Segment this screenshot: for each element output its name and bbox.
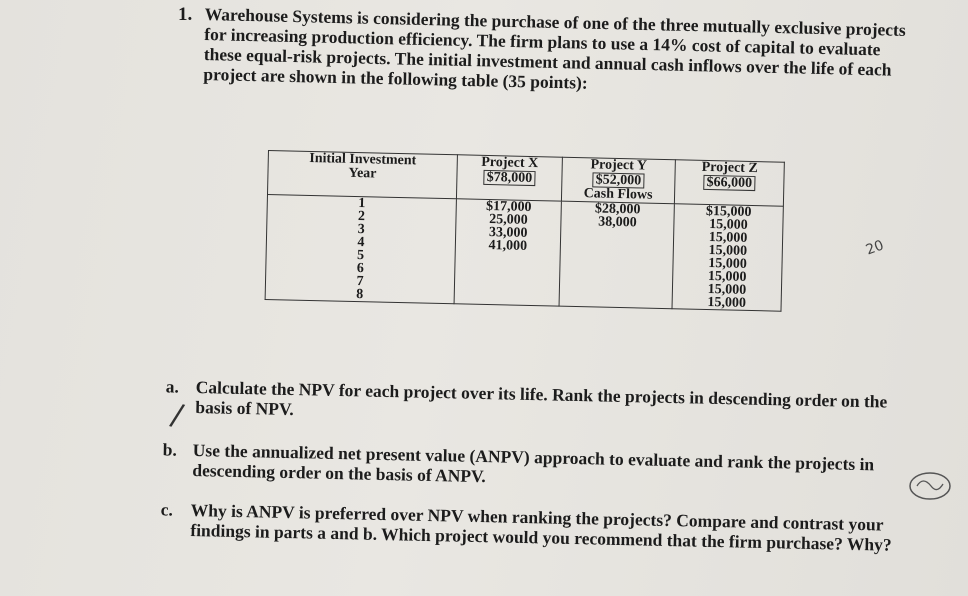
project-x-investment: $78,000	[484, 170, 536, 186]
year-label: Year	[348, 165, 377, 182]
handwritten-scribble-icon	[905, 468, 955, 508]
year-cell: 3	[357, 222, 365, 238]
cash-flow-table-wrapper	[265, 150, 785, 312]
year-cell: 7	[356, 274, 364, 290]
question-intro: Warehouse Systems is considering the purchase of one of the three mutually exclusive projects for increasing production efficiency. The firm plans to use a 14% cost of capital to evaluate these equal-risk projects. The initial investment and annual cash inflows over the life of each project are shown in the following table (35 points):	[203, 4, 906, 93]
part-a-text: Calculate the NPV for each project over its life. Rank the projects in descending order on the basis of NPV.	[195, 377, 888, 420]
handwritten-note: 20	[863, 237, 887, 259]
cash-flow-cell: 15,000	[708, 243, 748, 259]
year-cell: 6	[356, 261, 365, 277]
cash-flow-cell: 15,000	[707, 282, 747, 298]
part-c	[160, 499, 916, 555]
project-z-flows	[672, 204, 783, 311]
cash-flow-cell: 33,000	[488, 225, 528, 241]
cash-flows-label: Cash Flows	[583, 186, 653, 203]
part-b-text: Use the annualized net present value (ANPV) approach to evaluate and rank the projects in descending order on the basis of ANPV.	[192, 440, 875, 487]
header-project-x	[456, 155, 562, 201]
year-cell: 1	[358, 196, 366, 212]
part-b	[162, 439, 918, 495]
cash-flow-cell: 15,000	[707, 295, 747, 311]
question-number: 1.	[178, 4, 193, 25]
header-initial-investment	[267, 151, 457, 199]
project-y-investment: $52,000	[592, 172, 644, 188]
year-cell: 2	[357, 209, 366, 225]
year-cell: 8	[356, 287, 364, 303]
year-cell: 4	[357, 235, 365, 251]
part-a-label: a.	[165, 376, 180, 397]
cash-flow-cell: 25,000	[489, 212, 528, 228]
project-y-flows	[559, 201, 674, 309]
part-a	[165, 376, 911, 432]
project-z-investment: $66,000	[703, 175, 755, 191]
project-x-name: Project X	[481, 154, 539, 172]
cash-flow-cell: 15,000	[707, 269, 747, 285]
check-mark-icon: /	[167, 397, 187, 434]
cash-flow-table	[265, 150, 785, 312]
cash-flow-cell: $17,000	[485, 198, 532, 215]
project-z-name: Project Z	[701, 159, 758, 177]
cash-flow-cell: $28,000	[594, 201, 641, 218]
cash-flow-cell: 41,000	[488, 238, 528, 254]
cash-flow-cell: 38,000	[598, 214, 637, 231]
cash-flow-cell: 15,000	[709, 217, 748, 233]
project-y-name: Project Y	[590, 157, 648, 174]
header-project-y	[561, 157, 675, 204]
cash-flow-cell: 15,000	[708, 256, 747, 272]
part-b-label: b.	[162, 439, 178, 460]
initial-investment-label: Initial Investment	[309, 150, 417, 169]
years-column	[265, 194, 456, 303]
table-body-row	[265, 194, 783, 311]
year-cell: 5	[356, 248, 365, 264]
project-x-flows	[454, 199, 561, 306]
part-c-text: Why is ANPV is preferred over NPV when ranking the projects? Compare and contrast your findings in parts a and b. Which project would you recommend that the firm purchase? Why?	[190, 500, 892, 555]
header-project-z	[674, 160, 784, 206]
cash-flow-cell: $15,000	[705, 203, 752, 220]
cash-flow-cell: 15,000	[708, 230, 748, 246]
part-c-label: c.	[160, 499, 174, 520]
